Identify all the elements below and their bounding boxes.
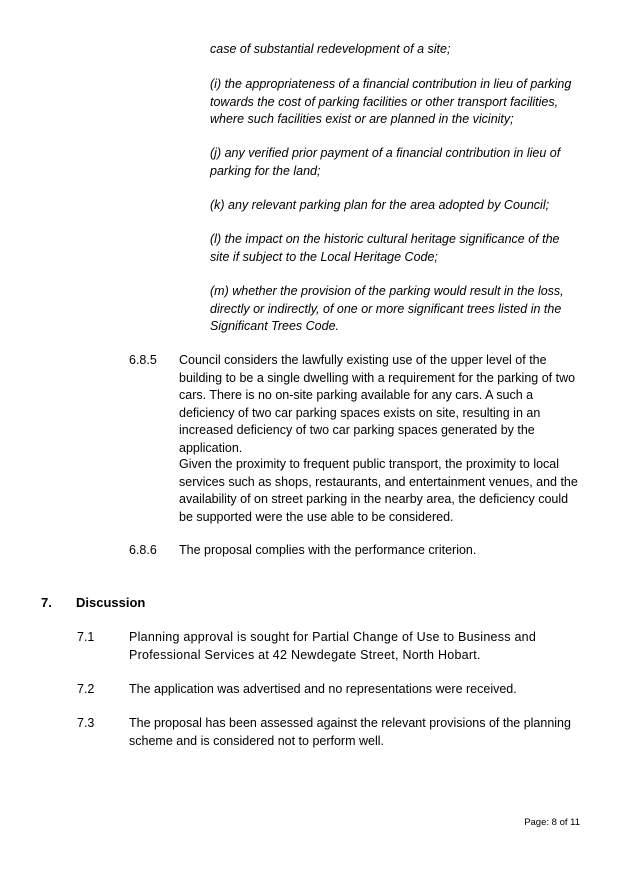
section-title: Discussion: [76, 595, 146, 610]
item-number: 7.1: [77, 630, 95, 644]
clause-paragraph: The proposal complies with the performance criterion.: [179, 543, 477, 557]
criterion-l: (l) the impact on the historic cultural heritage significance of the site if subject to the Local Heritage Code;: [210, 232, 560, 264]
page-number: Page: 8 of 11: [524, 817, 580, 828]
clause-number: 6.8.5: [129, 353, 157, 367]
clause-paragraph: Given the proximity to frequent public transport, the proximity to local services such as shops, restaurants, and entertainment venues, and the availability of on street parking in the nearby area, the deficiency could be supported were the use able to be considered.: [179, 457, 578, 524]
item-number: 7.2: [77, 682, 95, 696]
item-text: Planning approval is sought for Partial Change of Use to Business and Professional Services at 42 Newdegate Street, North Hobart.: [129, 630, 537, 662]
item-number: 7.3: [77, 716, 95, 730]
clause-number: 6.8.6: [129, 543, 157, 557]
criterion-k: (k) any relevant parking plan for the area adopted by Council;: [210, 198, 550, 212]
item-text: The proposal has been assessed against the relevant provisions of the planning scheme and is considered not to perform well.: [129, 716, 571, 748]
criterion-m: (m) whether the provision of the parking would result in the loss, directly or indirectly, of one or more significant trees listed in the Significant Trees Code.: [210, 284, 564, 333]
section-number: 7.: [41, 595, 52, 610]
criterion-j: (j) any verified prior payment of a financial contribution in lieu of parking for the land;: [210, 146, 561, 178]
criterion-i: (i) the appropriateness of a financial contribution in lieu of parking towards the cost of parking facilities or other transport facilities, where such facilities exist or are planned in the vicinity;: [210, 77, 572, 126]
criterion-h-continuation: case of substantial redevelopment of a site;: [210, 42, 451, 56]
item-text: The application was advertised and no representations were received.: [129, 682, 517, 696]
clause-paragraph: Council considers the lawfully existing use of the upper level of the building to be a single dwelling with a requirement for the parking of two cars. There is no on-site parking available for any cars. A such a deficiency of two car parking spaces exists on site, resulting in an increased deficiency of two car parking spaces generated by the application.: [179, 353, 576, 455]
